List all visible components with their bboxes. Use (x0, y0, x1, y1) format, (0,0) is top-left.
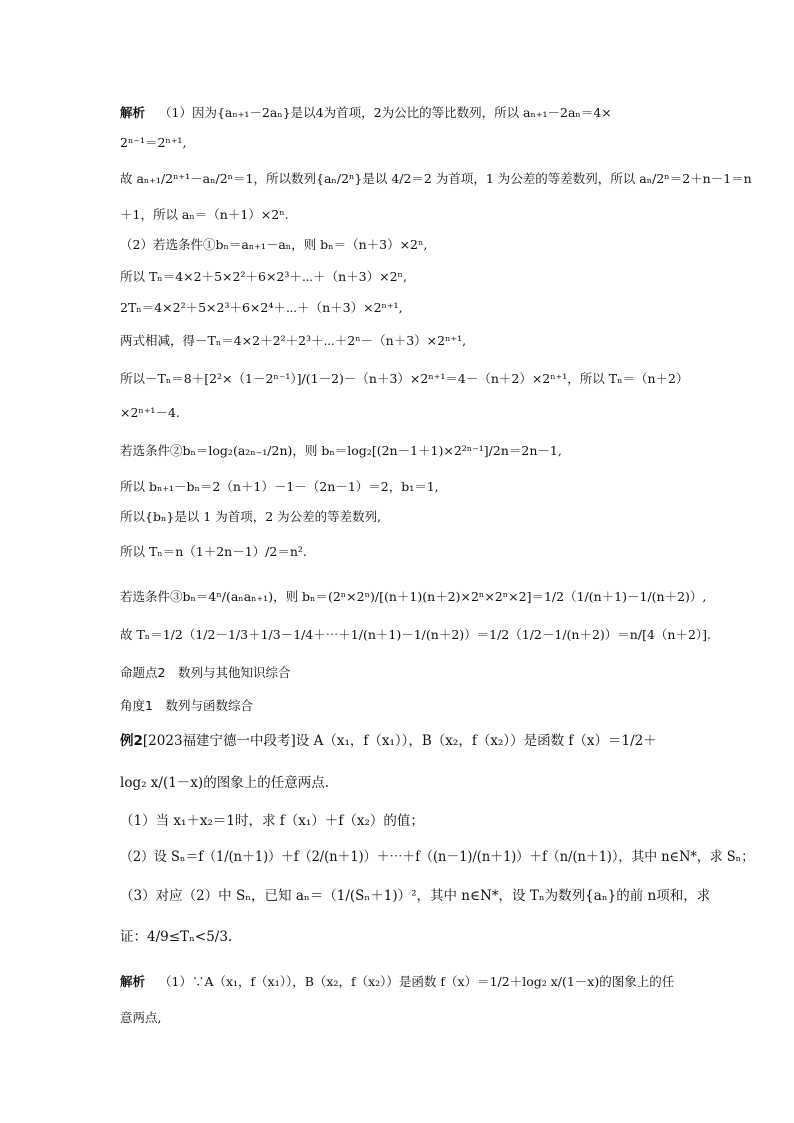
solution1-line9: 所以－Tₙ＝8＋[2²×（1－2ⁿ⁻¹）]/(1－2)－（n＋3）×2ⁿ⁺¹＝4－（n＋2）×2ⁿ⁺¹，所以 Tₙ＝（n＋2） (120, 371, 689, 386)
solution1-line14: 所以 Tₙ＝n（1＋2n－1）/2＝n². (120, 544, 307, 559)
solution2-line2: 意两点, (120, 1010, 162, 1025)
example2-line2: log₂ x/(1－x)的图象上的任意两点. (120, 775, 329, 791)
solution-label: 解析 (120, 974, 146, 989)
solution1-line13: 所以{bₙ}是以 1 为首项，2 为公差的等差数列, (120, 509, 382, 524)
example-label: 例2 (120, 733, 143, 749)
solution1-line1: 解析 （1）因为{aₙ₊₁－2aₙ}是以4为首项，2为公比的等比数列，所以 aₙ₊₁－2aₙ＝4× (120, 105, 612, 120)
solution1-line16: 故 Tₙ＝1/2（1/2－1/3＋1/3－1/4＋⋯＋1/(n＋1)－1/(n＋2)）＝1/2（1/2－1/(n＋2)）＝n/[4（n＋2）]. (120, 627, 711, 642)
solution1-line11: 若选条件②bₙ＝log₂(a₂ₙ₋₁/2n)，则 bₙ＝log₂[(2n－1＋1)×2²ⁿ⁻¹]/2n＝2n－1, (120, 443, 562, 458)
solution1-line3: 故 aₙ₊₁/2ⁿ⁺¹－aₙ/2ⁿ＝1，所以数列{aₙ/2ⁿ}是以 4/2＝2 为首项，1 为公差的等差数列，所以 aₙ/2ⁿ＝2＋n－1＝n (120, 171, 752, 186)
solution1-line2: 2ⁿ⁻¹＝2ⁿ⁺¹, (120, 135, 187, 150)
section-heading-jiaodu: 角度1 数列与函数综合 (120, 698, 253, 713)
solution1-line6: 所以 Tₙ＝4×2＋5×2²＋6×2³＋⋯＋（n＋3）×2ⁿ, (120, 269, 407, 284)
example2-question2: （2）设 Sₙ＝f（1/(n＋1)）＋f（2/(n＋1)）＋⋯＋f（(n－1)/(n＋1)）＋f（n/(n＋1)），其中 n∈N*，求 Sₙ； (120, 849, 755, 865)
solution1-line4: ＋1，所以 aₙ＝（n＋1）×2ⁿ. (120, 207, 289, 222)
solution-label: 解析 (120, 105, 146, 120)
example2-question1: （1）当 x₁＋x₂＝1时，求 f（x₁）＋f（x₂）的值； (120, 813, 424, 829)
solution1-line15: 若选条件③bₙ＝4ⁿ/(aₙaₙ₊₁)，则 bₙ＝(2ⁿ×2ⁿ)/[(n＋1)(n＋2)×2ⁿ×2ⁿ×2]＝1/2（1/(n＋1)－1/(n＋2)）, (120, 589, 707, 604)
solution2-line1: 解析 （1）∵A（x₁，f（x₁）），B（x₂，f（x₂））是函数 f（x）＝1/2＋log₂ x/(1－x)的图象上的任 (120, 974, 675, 989)
solution1-line8: 两式相减，得－Tₙ＝4×2＋2²＋2³＋⋯＋2ⁿ－（n＋3）×2ⁿ⁺¹, (120, 333, 467, 348)
example2-question3b: 证：4/9≤Tₙ<5/3. (120, 929, 233, 945)
example2-question3a: （3）对应（2）中 Sₙ，已知 aₙ＝（1/(Sₙ＋1)）²，其中 n∈N*，设 Tₙ为数列{aₙ}的前 n项和，求 (120, 888, 711, 904)
solution1-line7: 2Tₙ＝4×2²＋5×2³＋6×2⁴＋⋯＋（n＋3）×2ⁿ⁺¹, (120, 300, 403, 315)
example2-line1: 例2[2023福建宁德一中段考]设 A（x₁，f（x₁）），B（x₂，f（x₂））是函数 f（x）＝1/2＋ (120, 733, 657, 749)
solution1-line10: ×2ⁿ⁺¹－4. (120, 405, 180, 420)
section-heading-mingti: 命题点2 数列与其他知识综合 (120, 665, 291, 680)
solution1-line5: （2）若选条件①bₙ＝aₙ₊₁－aₙ，则 bₙ＝（n＋3）×2ⁿ, (120, 237, 428, 252)
solution1-line12: 所以 bₙ₊₁－bₙ＝2（n＋1）－1－（2n－1）＝2，b₁＝1, (120, 479, 439, 494)
